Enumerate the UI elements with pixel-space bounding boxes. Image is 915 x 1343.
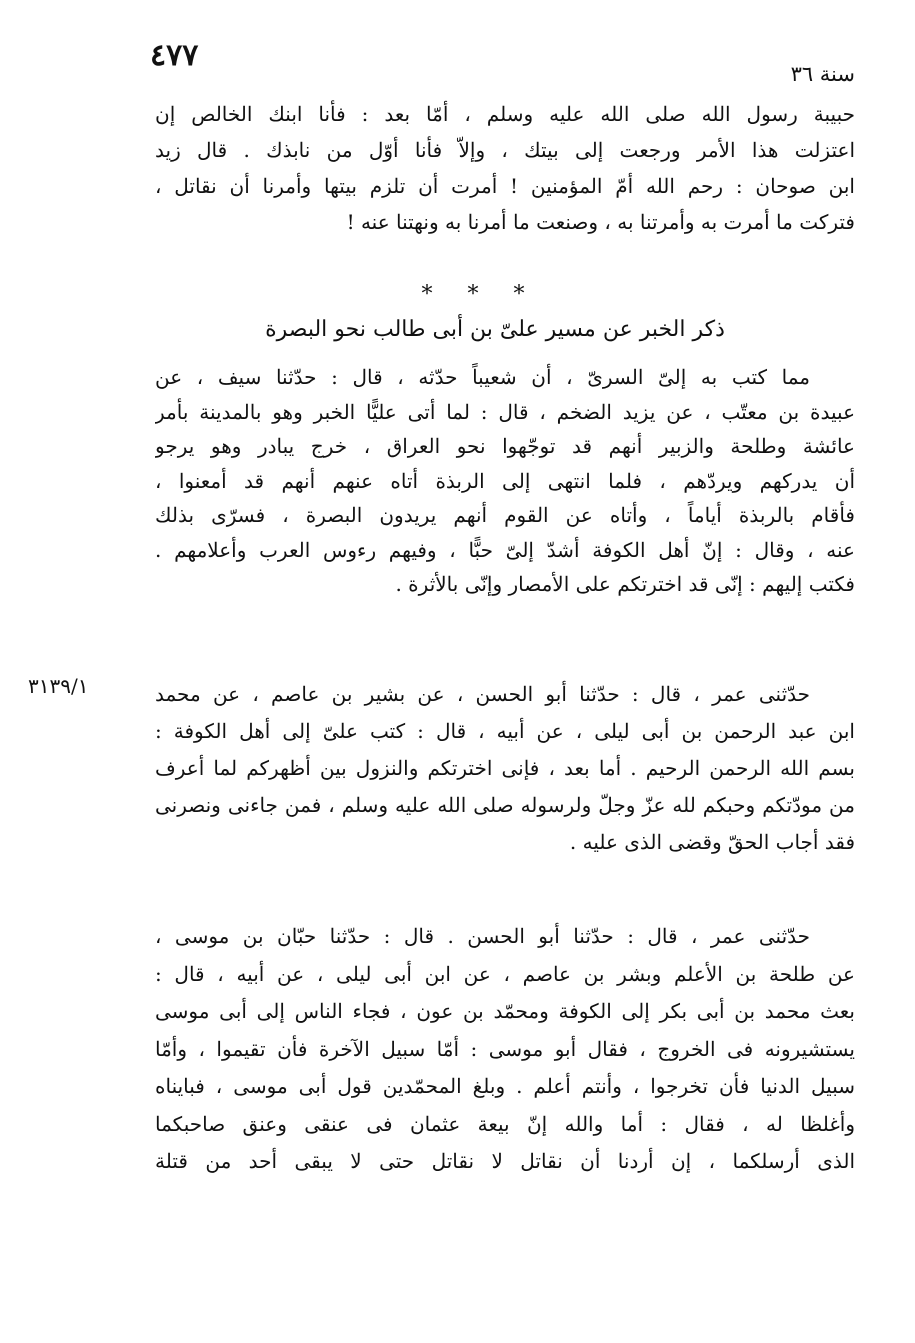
- text-line: بسم الله الرحمن الرحيم . أما بعد ، فإنى اخترتكم والنزول بين أظهركم لما أعرف: [155, 756, 855, 780]
- text-line: حبيبة رسول الله صلى الله عليه وسلم ، أمّا بعد : فأنا ابنك الخالص إن: [155, 102, 855, 126]
- text-line: عبيدة بن معتّب ، عن يزيد الضخم ، قال : لما أتى عليًّا الخبر وهو بالمدينة بأمر: [155, 399, 855, 424]
- text-line: حدّثنى عمر ، قال : حدّثنا أبو الحسن . قال : حدّثنا حبّان بن موسى ،: [155, 924, 810, 948]
- margin-reference: ٣١٣٩/١: [28, 674, 89, 698]
- text-line: أن يدركهم ويردّهم ، فلما انتهى إلى الربذة أتاه عنهم أنهم قد أمعنوا ،: [155, 468, 855, 493]
- text-line: فتركت ما أمرت به وأمرتنا به ، وصنعت ما أمرنا به ونهتنا عنه !: [346, 210, 855, 234]
- text-line: الذى أرسلكما ، إن أردنا أن نقاتل لا نقاتل حتى لا يبقى أحد من قتلة: [155, 1149, 855, 1173]
- text-line: من مودّتكم وحبكم لله عزّ وجلّ ولرسوله صلى الله عليه وسلم ، فمن جاءنى ونصرنى: [155, 793, 855, 817]
- text-line: اعتزلت هذا الأمر ورجعت إلى بيتك ، وإلاّ فأنا أوّل من نابذك . قال زيد: [155, 138, 855, 162]
- text-line: وأغلظا له ، فقال : أما والله إنّ بيعة عثمان فى عنقى وعنق صاحبكما: [155, 1111, 855, 1136]
- paragraph-2: [155, 360, 855, 602]
- year-label: سنة ٣٦: [790, 62, 855, 86]
- text-line: ابن صوحان : رحم الله أمّ المؤمنين ! أمرت أن تلزم بيتها وأمرنا أن نقاتل ،: [155, 174, 855, 198]
- text-line: فأقام بالربذة أياماً ، وأتاه عن القوم أنهم يريدون البصرة ، فسرّى بذلك: [155, 503, 855, 527]
- page-number: ٤٧٧: [150, 38, 199, 73]
- paragraph-1: [155, 96, 855, 240]
- text-line: فكتب إليهم : إنّى قد اخترتكم على الأمصار وإنّى بالأثرة .: [395, 572, 855, 596]
- text-line: عائشة وطلحة والزبير أنهم قد توجّهوا نحو العراق ، خرج يبادر وهو يرجو: [155, 434, 855, 458]
- section-heading: ذكر الخبر عن مسير علىّ بن أبى طالب نحو البصرة: [265, 317, 725, 342]
- text-line: بعث محمد بن أبى بكر إلى الكوفة ومحمّد بن عون ، فجاء الناس إلى أبى موسى: [155, 999, 855, 1023]
- text-line: فقد أجاب الحقّ وقضى الذى عليه .: [569, 830, 855, 854]
- paragraph-3: [155, 676, 855, 861]
- paragraph-4: [155, 918, 855, 1181]
- text-line: يستشيرونه فى الخروج ، فقال أبو موسى : أمّا سبيل الآخرة فأن تقيموا ، وأمّا: [155, 1036, 855, 1061]
- text-line: سبيل الدنيا فأن تخرجوا ، وأنتم أعلم . وبلغ المحمّدين قول أبى موسى ، فبايناه: [155, 1074, 855, 1098]
- text-line: عنه ، وقال : إنّ أهل الكوفة أشدّ إلىّ حبًّا ، وفيهم رءوس العرب وأعلامهم .: [155, 537, 855, 562]
- text-line: ابن عبد الرحمن بن أبى ليلى ، عن أبيه ، قال : كتب علىّ إلى أهل الكوفة :: [155, 719, 855, 743]
- text-line: عن طلحة بن الأعلم وبشر بن عاصم ، عن ابن أبى ليلى ، عن أبيه ، قال :: [155, 961, 855, 986]
- text-line: مما كتب به إلىّ السرىّ ، أن شعيباً حدّثه ، قال : حدّثنا سيف ، عن: [155, 365, 810, 389]
- text-line: حدّثنى عمر ، قال : حدّثنا أبو الحسن ، عن بشير بن عاصم ، عن محمد: [155, 682, 810, 706]
- section-separator: * * *: [421, 282, 539, 307]
